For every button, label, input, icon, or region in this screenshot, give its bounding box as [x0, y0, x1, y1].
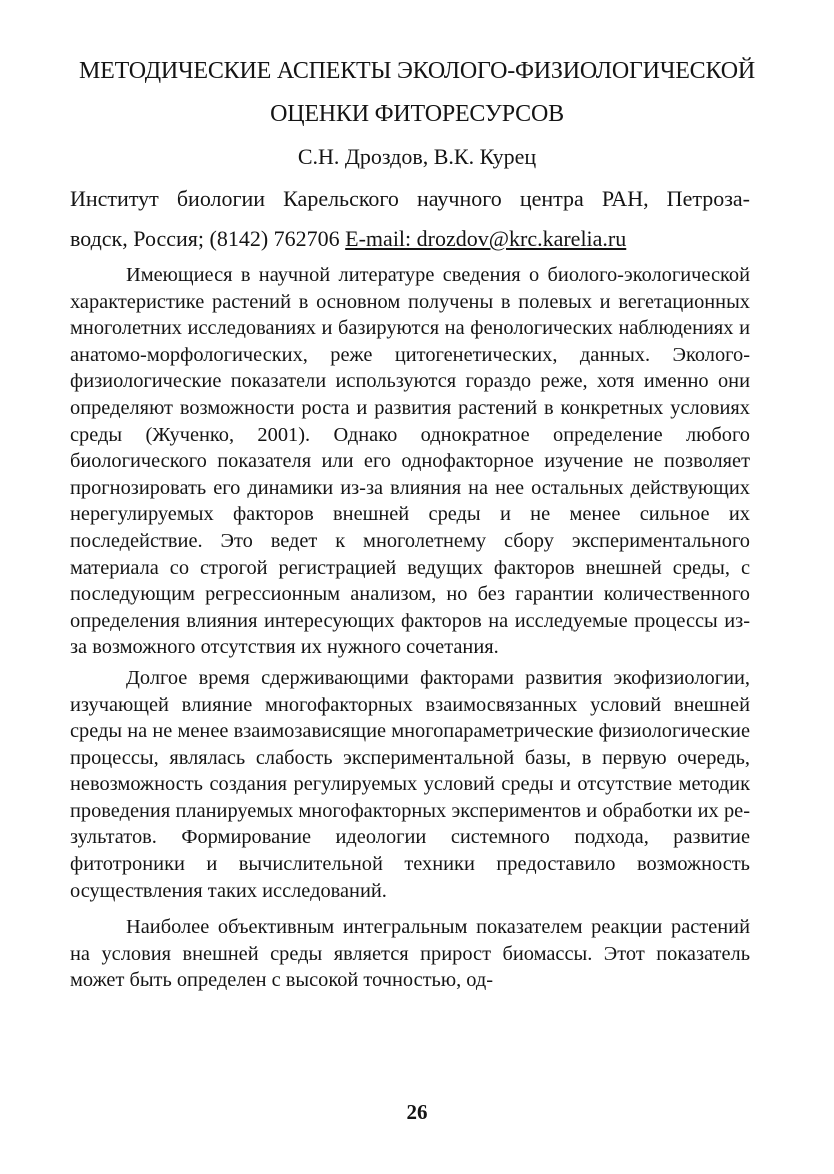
paragraph-2: Долгое время сдерживающими факторами развития экофизиологии, изучающей влияние многофакторных взаимосвязанных условий внешней среды на не менее взаимозависящие многопараметрические физиологические процессы, являлась слабость экспериментальной базы, в первую очередь, невозможность создания регулируемых условий среды и отсутствие методик проведения планируемых многофакторных экспериментов и обработки их результатов. Формирование идеологии системного подхода, развитие фитотроники и вычислительной техники предоставило возможность осуществления таких исследований.	[70, 666, 750, 902]
body-text	[70, 262, 750, 994]
title-line-2: ОЦЕНКИ ФИТОРЕСУРСОВ	[270, 101, 564, 127]
paragraph-1: Имеющиеся в научной литературе сведения о биолого-экологической характеристике растений в основном получены в полевых и вегетационных многолетних исследованиях и базируются на фенологических наблюдениях и анатомо-морфологических, реже цитогенетических, данных. Эколого-физиологические показатели используются гораздо реже, хотя именно они определяют возможности роста и развития растений в конкретных условиях среды (Жученко, 2001). Однако однократное определение любого биологического показателя или его однофакторное изучение не позволяет прогнозировать его динамики из-за влияния на нее остальных действующих нерегулируемых факторов внешней среды и не менее сильное их последействие. Это ведет к многолетнему сбору экспериментального материала со строгой регистрацией ведущих факторов внешней среды, с последующим регрессионным анализом, но без гарантии количественного определения влияния интересующих факторов на исследуемые процессы из-за возможного отсутствия их нужного сочетания.	[70, 264, 750, 659]
paragraph-3: Наиболее объективным интегральным показателем реакции растений на условия внешней среды является прирост биомассы. Этот показатель может быть определен с высокой точностью, од-	[70, 916, 750, 992]
affiliation-contact: водск, Россия; (8142) 762706	[70, 226, 340, 251]
page-number: 26	[406, 1100, 428, 1124]
affiliation-line-2	[70, 226, 750, 252]
title-line-1: МЕТОДИЧЕСКИЕ АСПЕКТЫ ЭКОЛОГО-ФИЗИОЛОГИЧЕСКОЙ	[79, 58, 755, 84]
email-link[interactable]: E-mail: drozdov@krc.karelia.ru	[345, 226, 627, 251]
authors: С.Н. Дроздов, В.К. Курец	[297, 144, 537, 169]
affiliation-line-1: Институт биологии Карельского научного центра РАН, Петроза-	[70, 186, 750, 211]
